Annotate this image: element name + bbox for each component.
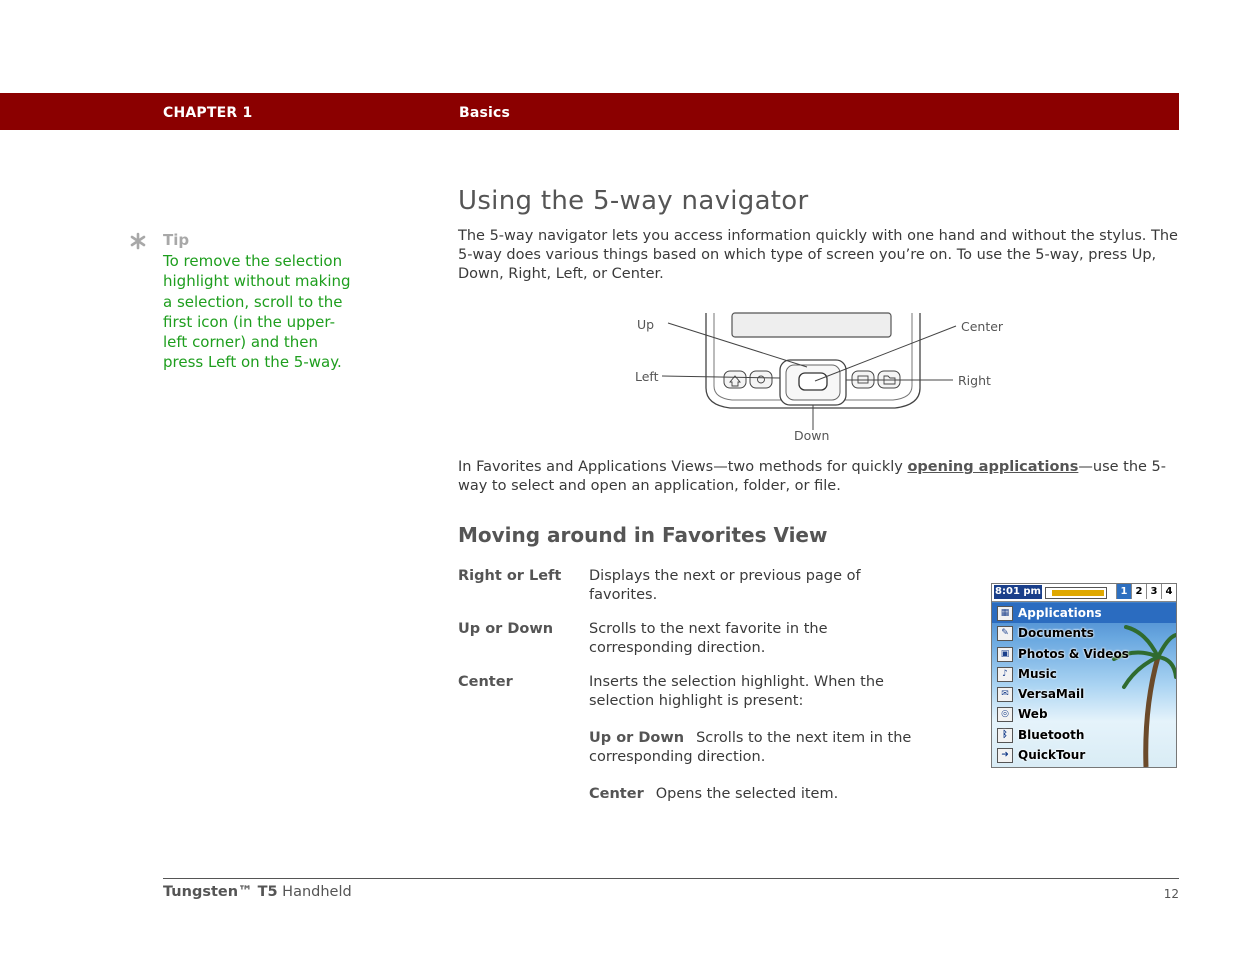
footer-rule xyxy=(163,878,1179,879)
favorite-music[interactable] xyxy=(992,664,1176,684)
tip-body: To remove the selection highlight without making a selection, scroll to the first icon (in the upper-left corner) and then press Left on the 5-way. xyxy=(163,252,351,372)
photos-icon: ▣ xyxy=(997,647,1013,662)
opening-applications-link[interactable]: opening applications xyxy=(907,459,1079,475)
nested-up-or-down xyxy=(589,729,919,767)
nested-desc-center: Opens the selected item. xyxy=(655,786,839,802)
page-title: Using the 5-way navigator xyxy=(458,186,809,216)
term-center: Center xyxy=(458,674,513,690)
tab-page-1[interactable]: 1 xyxy=(1116,584,1131,599)
intro-paragraph: The 5-way navigator lets you access information quickly with one hand and without the stylus. The 5-way does various things based on which type of screen you’re on. To use the 5-way, press Up, Down, Right, Left, or Center. xyxy=(458,228,1178,282)
tab-page-4[interactable]: 4 xyxy=(1161,584,1176,599)
footer-product-name: Tungsten™ T5 xyxy=(163,884,278,900)
favorite-label: VersaMail xyxy=(1018,687,1085,702)
tip-title: Tip xyxy=(163,231,190,249)
nested-center xyxy=(589,785,919,804)
web-icon: ◎ xyxy=(997,707,1013,722)
battery-icon xyxy=(1045,587,1107,599)
favorites-screenshot xyxy=(991,583,1177,768)
bluetooth-icon: ᛒ xyxy=(997,728,1013,743)
favorite-bluetooth[interactable] xyxy=(992,725,1176,745)
tab-page-2[interactable]: 2 xyxy=(1131,584,1146,599)
favorite-versamail[interactable] xyxy=(992,684,1176,704)
label-center: Center xyxy=(961,319,1004,334)
label-right: Right xyxy=(958,373,991,388)
para2-text-after: —use the 5-way to select and open an application, folder, or file. xyxy=(458,459,1167,494)
desc-right-or-left: Displays the next or previous page of favorites. xyxy=(589,568,861,603)
term-right-or-left: Right or Left xyxy=(458,568,562,584)
quicktour-icon: ➜ xyxy=(997,748,1013,763)
favorite-label: Documents xyxy=(1018,626,1094,641)
favorite-documents[interactable] xyxy=(992,623,1176,643)
page-number: 12 xyxy=(1163,887,1179,901)
favorite-label: Applications xyxy=(1018,606,1102,620)
favorites-list xyxy=(992,603,1176,765)
favorite-label: Web xyxy=(1018,707,1048,722)
footer-product-suffix: Handheld xyxy=(277,884,352,900)
term-up-or-down: Up or Down xyxy=(458,621,554,637)
status-bar xyxy=(992,584,1176,602)
asterisk-icon xyxy=(129,232,147,250)
music-icon: ♪ xyxy=(997,667,1013,682)
mail-icon: ✉ xyxy=(997,687,1013,702)
chapter-label: CHAPTER 1 xyxy=(163,105,253,121)
subheading: Moving around in Favorites View xyxy=(458,523,828,547)
desc-up-or-down: Scrolls to the next favorite in the corresponding direction. xyxy=(589,621,828,656)
label-down: Down xyxy=(794,428,830,443)
handheld-illustration xyxy=(620,308,1010,448)
clock[interactable]: 8:01 pm xyxy=(995,586,1041,597)
desc-center: Inserts the selection highlight. When the selection highlight is present: xyxy=(589,674,884,709)
tab-page-3[interactable]: 3 xyxy=(1146,584,1161,599)
footer-product xyxy=(163,884,352,900)
label-up: Up xyxy=(637,317,655,332)
page-tabs xyxy=(1116,584,1176,601)
label-left: Left xyxy=(635,369,659,384)
favorite-label: Music xyxy=(1018,666,1057,681)
favorite-label: Photos & Videos xyxy=(1018,646,1129,661)
favorite-web[interactable] xyxy=(992,704,1176,724)
documents-icon: ✎ xyxy=(997,626,1013,641)
section-label: Basics xyxy=(459,105,511,121)
nested-term-center: Center xyxy=(589,786,644,802)
para2-text-before: In Favorites and Applications Views—two methods for quickly xyxy=(458,459,908,475)
favorite-label: QuickTour xyxy=(1018,748,1086,763)
favorites-paragraph xyxy=(458,458,1178,496)
applications-icon: ▦ xyxy=(997,606,1013,621)
favorite-quicktour[interactable] xyxy=(992,745,1176,765)
favorite-label: Bluetooth xyxy=(1018,727,1085,742)
navigator-figure xyxy=(620,308,1010,448)
nested-term-up-or-down: Up or Down xyxy=(589,730,685,746)
nested-desc-up-or-down: Scrolls to the next item in the corresponding direction. xyxy=(589,730,912,765)
favorite-applications[interactable] xyxy=(992,603,1176,623)
favorite-photos-videos[interactable] xyxy=(992,644,1176,664)
